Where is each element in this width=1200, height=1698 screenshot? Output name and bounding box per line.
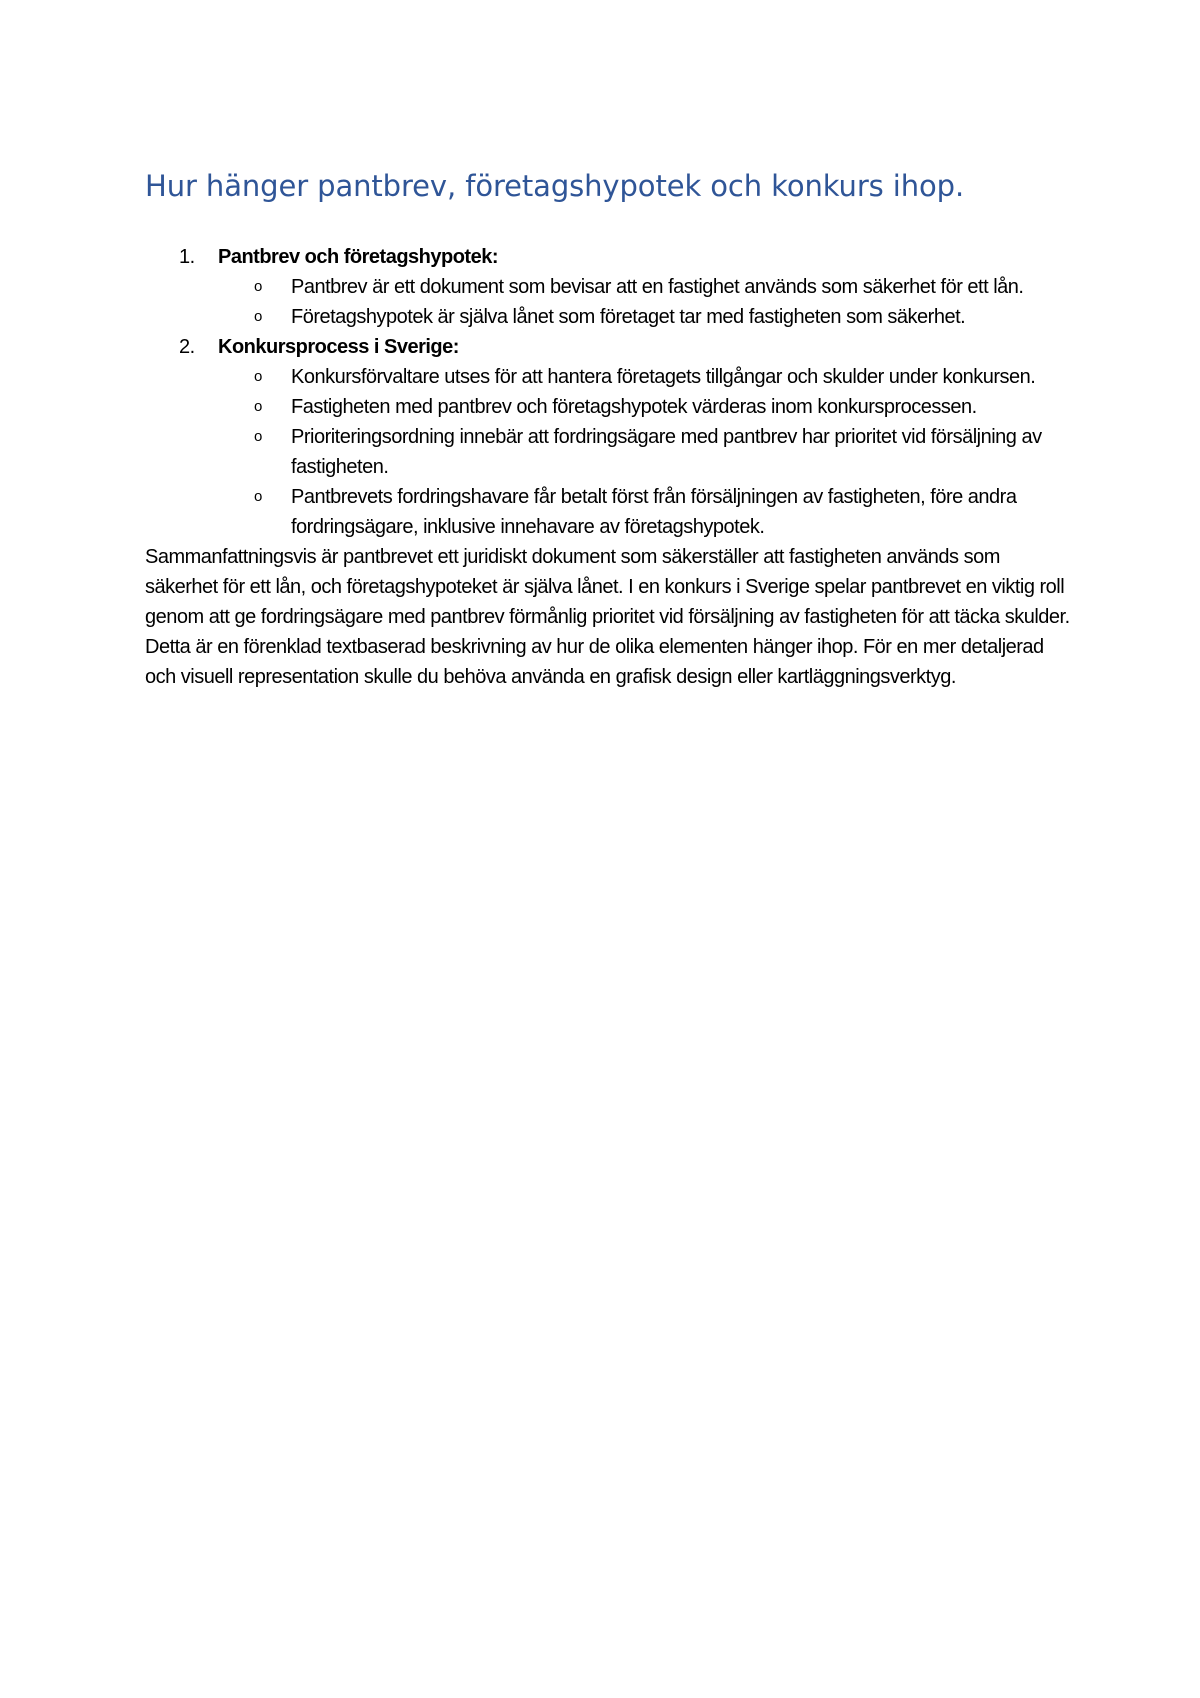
bullet-circle-icon: o — [254, 308, 262, 325]
list-item-text: Prioriteringsordning innebär att fordringsägare med pantbrev har prioritet vid försäljning av fastigheten. — [291, 426, 1042, 478]
summary-paragraph: Sammanfattningsvis är pantbrevet ett juridiskt dokument som säkerställer att fastigheten används som säkerhet för ett lån, och företagshypoteket är själva lånet. I en konkurs i Sverige spelar pantbrevet en viktig roll genom att ge fordringsägare med pantbrev förmånlig prioritet vid försäljning av fastigheten för att täcka skulder. Detta är en förenklad textbaserad beskrivning av hur de olika elementen hänger ihop. För en mer detaljerad och visuell representation skulle du behöva använda en grafisk design eller kartläggningsverktyg. — [145, 546, 1070, 688]
bullet-circle-icon: o — [254, 428, 262, 445]
bullet-circle-icon: o — [254, 278, 262, 295]
list-item-text: Konkursförvaltare utses för att hantera företagets tillgångar och skulder under konkursen. — [291, 366, 1036, 388]
list-item-text: Pantbrev är ett dokument som bevisar att en fastighet används som säkerhet för ett lån. — [291, 276, 1024, 298]
numbered-list — [145, 242, 1075, 542]
bullet-list — [145, 362, 1075, 542]
list-section-2 — [145, 332, 1075, 542]
section-number: 2. — [179, 336, 195, 358]
section-heading — [145, 332, 1075, 362]
list-item — [145, 482, 1075, 542]
list-section-1 — [145, 242, 1075, 332]
list-item — [145, 392, 1075, 422]
list-item — [145, 362, 1075, 392]
list-item — [145, 302, 1075, 332]
section-number: 1. — [179, 246, 195, 268]
bullet-circle-icon: o — [254, 488, 262, 505]
document-content — [145, 166, 1075, 692]
list-item-text: Fastigheten med pantbrev och företagshypotek värderas inom konkursprocessen. — [291, 396, 977, 418]
document-title: Hur hänger pantbrev, företagshypotek och konkurs ihop. — [145, 169, 965, 203]
bullet-circle-icon: o — [254, 368, 262, 385]
list-item — [145, 422, 1075, 482]
section-heading-text: Konkursprocess i Sverige: — [218, 336, 459, 358]
list-item-text: Företagshypotek är själva lånet som företaget tar med fastigheten som säkerhet. — [291, 306, 966, 328]
section-heading — [145, 242, 1075, 272]
bullet-list — [145, 272, 1075, 332]
list-item-text: Pantbrevets fordringshavare får betalt först från försäljningen av fastigheten, före andra fordringsägare, inklusive innehavare av företagshypotek. — [291, 486, 1017, 538]
section-heading-text: Pantbrev och företagshypotek: — [218, 246, 499, 268]
bullet-circle-icon: o — [254, 398, 262, 415]
list-item — [145, 272, 1075, 302]
